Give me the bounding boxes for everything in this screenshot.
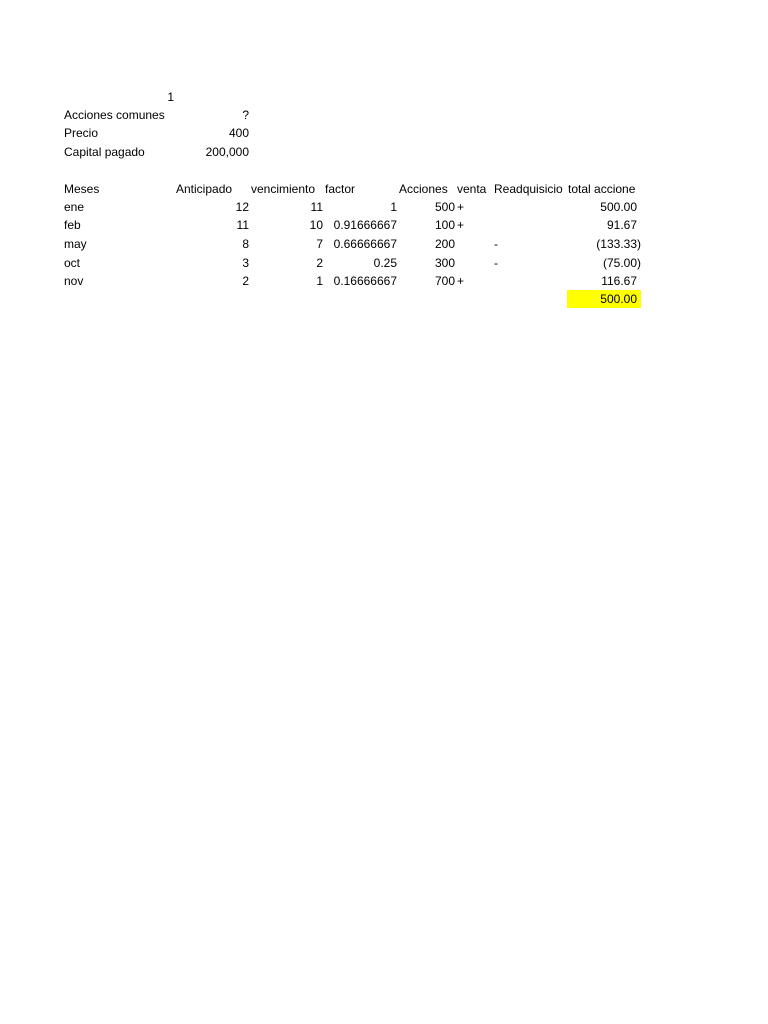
table-row-mes: oct	[64, 256, 81, 270]
table-row-vencimiento: 7	[316, 237, 323, 251]
table-row-vencimiento: 1	[316, 274, 323, 288]
value-acciones-comunes: ?	[242, 108, 249, 122]
col-header-factor: factor	[325, 182, 356, 196]
table-row-total: (75.00)	[602, 256, 641, 270]
table-row-vencimiento: 11	[310, 200, 323, 214]
label-acciones-comunes: Acciones comunes	[64, 108, 165, 122]
col-header-anticipado: Anticipado	[176, 182, 233, 196]
table-row-anticipado: 3	[242, 256, 249, 270]
col-header-acciones: Acciones	[399, 182, 448, 196]
table-row-factor: 0.66666667	[333, 237, 397, 251]
table-row-readquisicion	[494, 216, 514, 234]
table-row-total: 500.00	[600, 200, 637, 214]
label-precio: Precio	[64, 126, 99, 140]
table-row-acciones: 300	[434, 256, 455, 270]
table-row-factor: 0.16666667	[333, 274, 397, 288]
col-header-venta: venta	[457, 182, 487, 196]
table-row-mes: may	[64, 237, 87, 251]
table-row-vencimiento: 10	[309, 218, 323, 232]
table-row-factor: 0.25	[373, 256, 397, 270]
table-row-mes: ene	[64, 200, 85, 214]
table-row-readquisicion	[494, 198, 514, 216]
table-row-readquisicion: -	[494, 256, 498, 270]
table-row-total: 116.67	[601, 274, 637, 288]
table-row-sign: +	[457, 218, 465, 232]
table-row-mes: nov	[64, 274, 84, 288]
table-row-sign	[457, 235, 477, 253]
table-row-total: 91.67	[606, 218, 637, 232]
table-row-acciones: 100	[434, 218, 455, 232]
header-number: 1	[167, 90, 174, 104]
table-row-anticipado: 2	[242, 274, 249, 288]
table-row-vencimiento: 2	[316, 256, 323, 270]
table-row-sign	[457, 254, 477, 272]
table-row-anticipado: 8	[242, 237, 249, 251]
col-header-vencimiento: vencimiento	[251, 182, 316, 196]
table-row-anticipado: 11	[236, 218, 249, 232]
label-capital-pagado: Capital pagado	[64, 145, 145, 159]
table-row-total: (133.33)	[596, 237, 641, 251]
col-header-readquisicio: Readquisicio	[494, 182, 563, 196]
col-header-meses: Meses	[64, 182, 100, 196]
table-row-acciones: 700	[434, 274, 455, 288]
table-row-mes: feb	[64, 218, 81, 232]
table-row-factor: 1	[390, 200, 397, 214]
table-row-readquisicion: -	[494, 237, 498, 251]
col-header-total-acciones: total accione	[568, 182, 636, 196]
table-row-anticipado: 12	[235, 200, 249, 214]
value-capital-pagado: 200,000	[205, 145, 249, 159]
table-row-sign: +	[457, 200, 465, 214]
table-row-sign: +	[457, 274, 465, 288]
table-row-readquisicion	[494, 272, 514, 290]
table-row-acciones: 200	[434, 237, 455, 251]
table-row-factor: 0.91666667	[333, 218, 397, 232]
value-precio: 400	[228, 126, 249, 140]
grand-total-cell: 500.00	[567, 290, 641, 308]
table-row-acciones: 500	[434, 200, 455, 214]
